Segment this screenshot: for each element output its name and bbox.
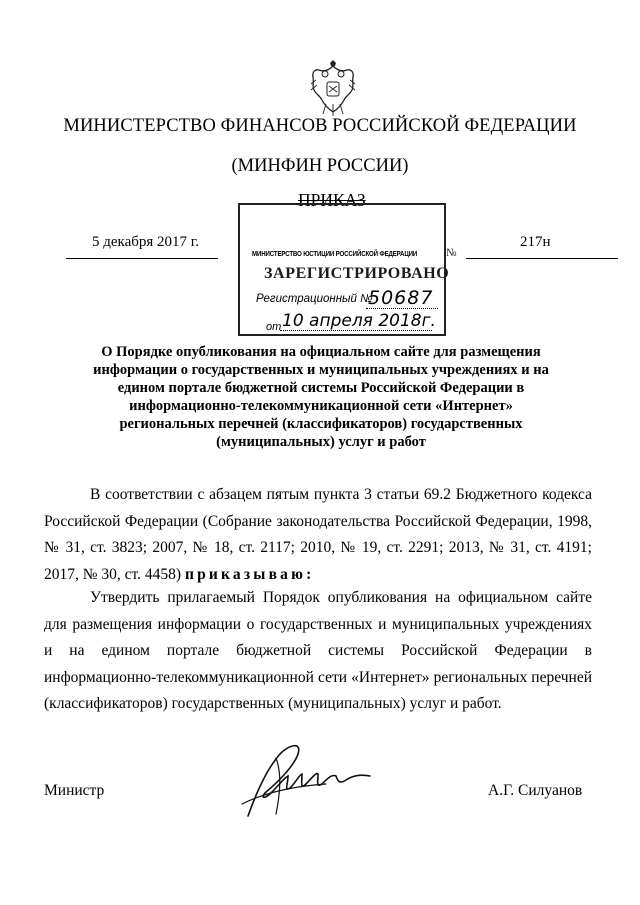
order-verb: приказываю: <box>184 565 315 583</box>
ministry-short-name: (МИНФИН РОССИИ) <box>231 156 409 176</box>
stamp-status: ЗАРЕГИСТРИРОВАНО <box>264 265 450 282</box>
stamp-reg-number-label: Регистрационный № <box>256 293 373 305</box>
handwritten-signature <box>236 734 376 824</box>
document-title: О Порядке опубликования на официальном сайте для размещения информации о государственных и муниципальных учреждениях и на едином портале бюджетной системы Российской Федерации в информационно-телекоммуникационной сети «Интернет» региональных перечней (классификаторов) государственных (муниципальных) услуг и работ <box>93 344 549 450</box>
order-paragraph: Утвердить прилагаемый Порядок опубликования на официальном сайте для размещения информации о государственных и муниципальных учреждениях и на едином портале бюджетной системы Российской Федерации в информационно-телекоммуникационной сети «Интернет» региональных перечней (классификаторов) государственных (муниципальных) услуг и работ. <box>44 589 592 712</box>
preamble-paragraph <box>44 482 592 588</box>
stamp-reg-number: 50687 <box>368 287 434 309</box>
document-type: ПРИКАЗ <box>298 190 366 210</box>
signer-name: А.Г. Силуанов <box>488 782 583 799</box>
order-date-underline <box>66 258 218 259</box>
preamble-text: В соответствии с абзацем пятым пункта 3 статьи 69.2 Бюджетного кодекса Российской Федерации (Собрание законодательства Российской Федерации, 1998, № 31, ст. 3823; 2007, № 18, ст. 2117; 2010, № 19, ст. 2291; 2013, № 31, ст. 4191; 2017, № 30, ст. 4458) <box>44 486 592 583</box>
stamp-reg-number-underline <box>366 308 438 309</box>
stamp-date: 10 апреля 2018г. <box>282 311 436 331</box>
order-date: 5 декабря 2017 г. <box>92 234 199 250</box>
ministry-full-name: МИНИСТЕРСТВО ФИНАНСОВ РОССИЙСКОЙ ФЕДЕРАЦИИ <box>63 116 577 136</box>
order-number: 217н <box>520 234 551 250</box>
signer-position: Министр <box>44 782 105 799</box>
order-number-sign: № <box>446 247 457 259</box>
stamp-organization: МИНИСТЕРСТВО ЮСТИЦИИ РОССИЙСКОЙ ФЕДЕРАЦИИ <box>252 249 418 258</box>
registration-stamp <box>238 203 450 336</box>
stamp-date-label: от <box>266 321 282 333</box>
russian-coat-of-arms-icon <box>308 60 358 118</box>
stamp-date-underline <box>280 330 432 331</box>
order-number-underline <box>466 258 618 259</box>
